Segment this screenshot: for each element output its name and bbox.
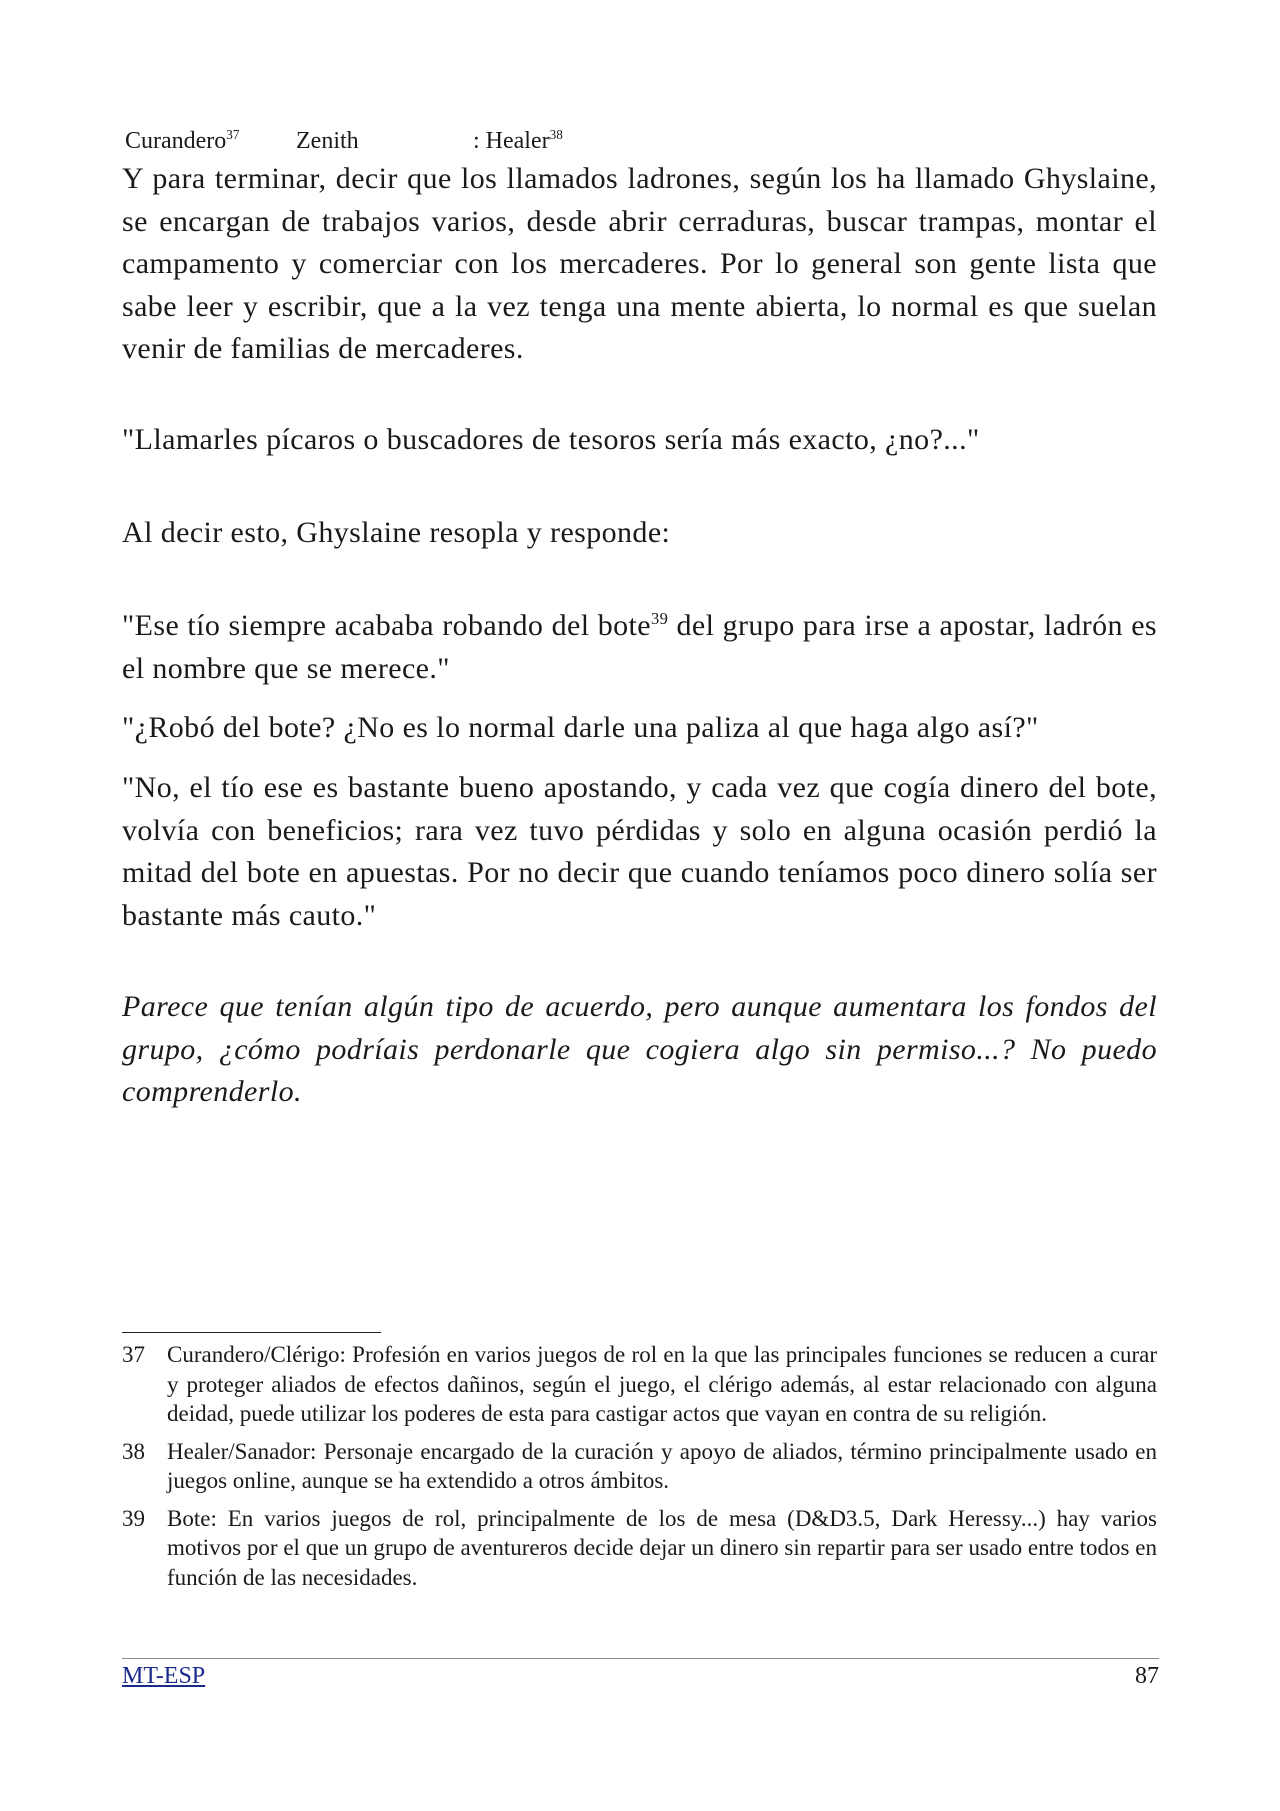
paragraph-2 bbox=[122, 419, 1157, 462]
footnote-number: 39 bbox=[122, 1505, 145, 1531]
footnote-number: 37 bbox=[122, 1342, 145, 1367]
page-number: 87 bbox=[1135, 1663, 1159, 1689]
paragraph-text: "Llamarles pícaros o buscadores de tesoros sería más exacto, ¿no?..." bbox=[122, 423, 980, 456]
paragraph-5 bbox=[122, 707, 1157, 750]
footnote-ref-37[interactable]: 37 bbox=[226, 127, 240, 142]
footnote-ref-39[interactable]: 39 bbox=[650, 609, 669, 628]
footnote-text: Bote: En varios juegos de rol, principalmente de los de mesa (D&D3.5, Dark Heressy...) hay varios motivos por el que un grupo de aventureros decide dejar un dinero sin repartir para ser usado entre todos en función de las necesidades. bbox=[167, 1505, 1157, 1590]
paragraph-text-part: del grupo para irse a apostar, ladrón es el nombre que se merece." bbox=[122, 609, 1158, 685]
page-footer bbox=[122, 1660, 1159, 1692]
footer-separator bbox=[122, 1658, 1159, 1659]
paragraph-text: Parece que tenían algún tipo de acuerdo, pero aunque aumentara los fondos del grupo, ¿cómo podríais perdonarle que cogiera algo sin permiso...? No puedo comprenderlo. bbox=[122, 990, 1157, 1108]
footnotes bbox=[122, 1340, 1157, 1600]
paragraph-text: Al decir esto, Ghyslaine resopla y responde: bbox=[122, 516, 671, 549]
footnote-number: 38 bbox=[122, 1438, 145, 1464]
paragraph-text: "¿Robó del bote? ¿No es lo normal darle una paliza al que haga algo así?" bbox=[122, 711, 1039, 744]
header-term-text: : Healer bbox=[473, 128, 550, 154]
paragraph-7-italic bbox=[122, 986, 1157, 1114]
term-header-line bbox=[125, 124, 1155, 158]
footnote-ref-38[interactable]: 38 bbox=[549, 127, 563, 142]
header-term-text: Curandero bbox=[125, 128, 227, 154]
header-term-healer bbox=[473, 124, 563, 158]
paragraph-text: Y para terminar, decir que los llamados ladrones, según los ha llamado Ghyslaine, se encargan de trabajos varios, desde abrir cerraduras, buscar trampas, montar el campamento y comerciar con los mercaderes. Por lo general son gente lista que sabe leer y escribir, que a la vez tenga una mente abierta, lo normal es que suelan venir de familias de mercaderes. bbox=[122, 162, 1157, 365]
paragraph-text-part: "Ese tío siempre acababa robando del bote bbox=[122, 609, 651, 642]
paragraph-3 bbox=[122, 512, 1157, 555]
paragraph-text: "No, el tío ese es bastante bueno apostando, y cada vez que cogía dinero del bote, volvía con beneficios; rara vez tuvo pérdidas y solo en alguna ocasión perdió la mitad del bote en apuestas. Por no decir que cuando teníamos poco dinero solía ser bastante más cauto." bbox=[122, 771, 1157, 932]
footnote-text: Healer/Sanador: Personaje encargado de la curación y apoyo de aliados, término principalmente usado en juegos online, aunque se ha extendido a otros ámbitos. bbox=[167, 1438, 1157, 1493]
footnote-text: Curandero/Clérigo: Profesión en varios juegos de rol en la que las principales funciones se reducen a curar y proteger aliados de efectos dañinos, según el juego, el clérigo además, al estar relacionado con alguna deidad, puede utilizar los poderes de esta para castigar actos que vayan en contra de su religión. bbox=[167, 1342, 1157, 1426]
paragraph-1 bbox=[122, 158, 1157, 371]
header-term-zenith: Zenith bbox=[296, 128, 359, 154]
footnote-39 bbox=[122, 1504, 1157, 1593]
footnote-37 bbox=[122, 1340, 1157, 1429]
paragraph-6 bbox=[122, 767, 1157, 937]
footnote-separator bbox=[122, 1332, 381, 1333]
paragraph-text bbox=[122, 605, 1157, 690]
header-term-curandero bbox=[125, 124, 239, 158]
footnote-38 bbox=[122, 1437, 1157, 1496]
footer-link-mt-esp[interactable]: MT-ESP bbox=[122, 1663, 206, 1689]
paragraph-4 bbox=[122, 605, 1157, 690]
